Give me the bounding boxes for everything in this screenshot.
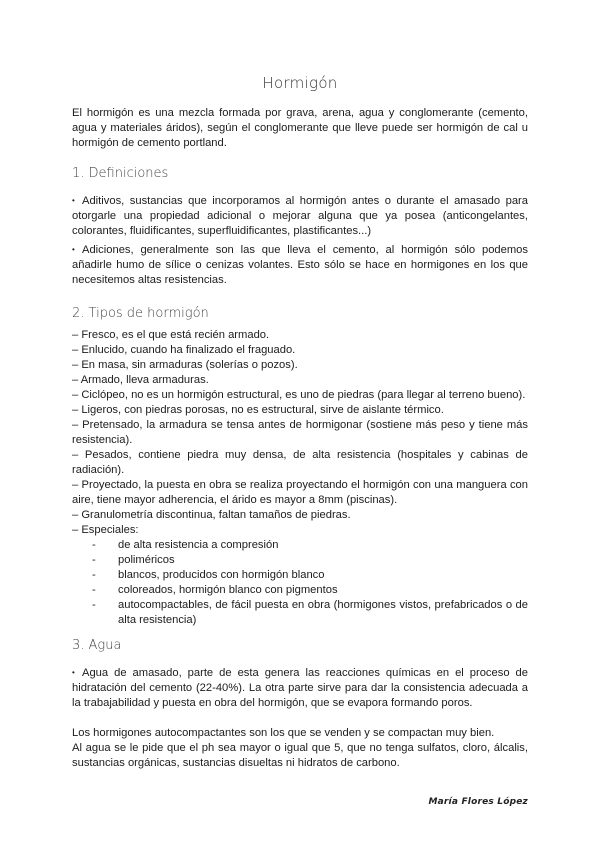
tipo-item: – Ligeros, con piedras porosas, no es estructural, sirve de aislante térmico. [72, 404, 444, 416]
tipo-item: – Especiales: [72, 524, 139, 536]
tipo-item: – Fresco, es el que está recién armado. [72, 329, 270, 341]
definiciones-list [72, 193, 528, 288]
section-heading-agua: 3. Agua [72, 638, 122, 653]
document-title: Hormigón [262, 74, 338, 92]
tipo-item: – Proyectado, la puesta en obra se realiza proyectando el hormigón con una manguera con aire, tiene mayor adherencia, el árido es mayor a 8mm (piscinas). [72, 479, 528, 506]
section-heading-definiciones: 1. Definiciones [72, 166, 169, 181]
intro-paragraph: El hormigón es una mezcla formada por grava, arena, agua y conglomerante (cemento, agua y materiales áridos), según el conglomerante que lleve puede ser hormigón de cal u hormigón de cemento portland. [72, 107, 528, 149]
tipos-list [72, 328, 528, 628]
tipo-item: – Pretensado, la armadura se tensa antes de hormigonar (sostiene más peso y tiene más resistencia). [72, 419, 528, 446]
tipo-item: – Pesados, contiene piedra muy densa, de alta resistencia (hospitales y cabinas de radiación). [72, 449, 528, 476]
author-signature: María Flores López [428, 797, 528, 807]
agua-section [72, 665, 528, 771]
section-heading-tipos: 2. Tipos de hormigón [72, 306, 209, 321]
agua-paragraph: Al agua se le pide que el ph sea mayor o igual que 5, que no tenga sulfatos, cloro, álcalis, sustancias orgánicas, sustancias disueltas ni hidratos de carbono. [72, 742, 528, 769]
especial-item: - poliméricos [92, 554, 175, 566]
agua-bullet-item: • Agua de amasado, parte de esta genera las reacciones químicas en el proceso de hidratación del cemento (22-40%). La otra parte sirve para dar la consistencia adecuada a la trabajabilidad y puesta en obra del hormigón, que se evapora formando poros. [72, 667, 528, 709]
especial-item: - autocompactables, de fácil puesta en obra (hormigones vistos, prefabricados o de alta resistencia) [92, 599, 528, 626]
especial-item: - de alta resistencia a compresión [92, 539, 279, 551]
tipo-item: – En masa, sin armaduras (solerías o pozos). [72, 359, 298, 371]
definicion-item: • Aditivos, sustancias que incorporamos al hormigón antes o durante el amasado para otorgarle una propiedad adicional o mejorar alguna que ya posea (anticongelantes, colorantes, fluidificantes, superfluidificantes, plastificantes...) [72, 195, 528, 237]
bullet-icon: • [72, 196, 75, 205]
definicion-item: • Adiciones, generalmente son las que lleva el cemento, al hormigón sólo podemos añadirle humo de sílice o cenizas volantes. Esto sólo se hace en hormigones en los que necesitemos altas resistencias. [72, 244, 528, 286]
especiales-list [72, 538, 528, 628]
agua-paragraph: Los hormigones autocompactantes son los que se venden y se compactan muy bien. [72, 727, 495, 739]
tipo-item: – Ciclópeo, no es un hormigón estructural, es uno de piedras (para llegar al terreno bueno). [72, 389, 526, 401]
especial-item: - blancos, producidos con hormigón blanco [92, 569, 325, 581]
especial-item: - coloreados, hormigón blanco con pigmentos [92, 584, 338, 596]
tipo-item: – Armado, lleva armaduras. [72, 374, 209, 386]
tipo-item: – Enlucido, cuando ha finalizado el fraguado. [72, 344, 296, 356]
tipo-item: – Granulometría discontinua, faltan tamaños de piedras. [72, 509, 351, 521]
bullet-icon: • [72, 245, 75, 254]
bullet-icon: • [72, 668, 75, 677]
